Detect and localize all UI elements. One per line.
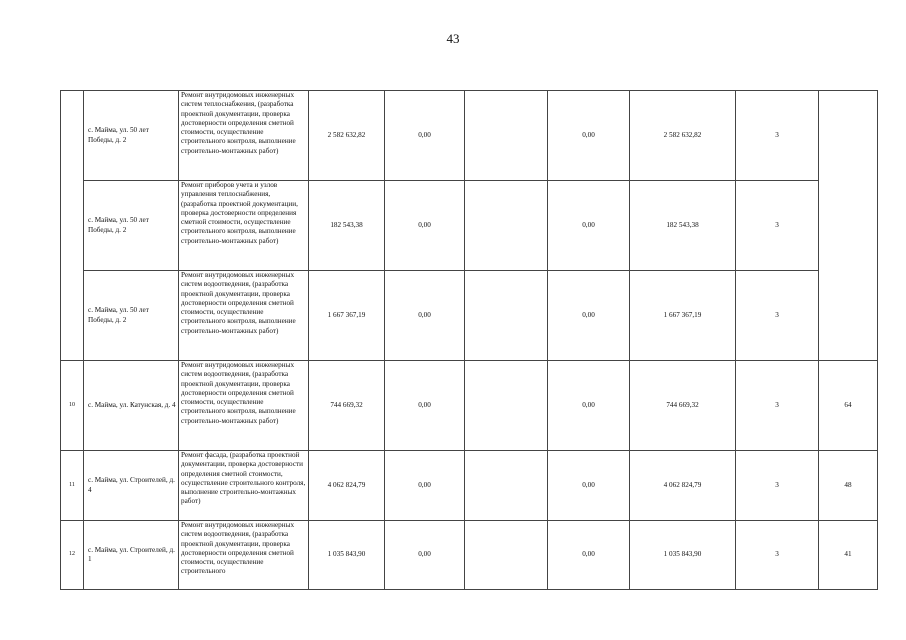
budget-cell: 0,00 xyxy=(548,91,630,181)
page-number: 43 xyxy=(446,31,460,46)
total-cost-cell: 4 062 824,79 xyxy=(309,451,385,521)
fund-cell: 0,00 xyxy=(385,361,465,451)
row-number: 11 xyxy=(61,451,84,521)
fund-cell: 0,00 xyxy=(385,91,465,181)
table-row xyxy=(61,361,878,451)
work-type-text: Ремонт внутридомовых инженерных систем теплоснабжения, (разработка проектной документации, проверка достоверности определения сметной стоимости, осуществление строительного контроля, выполнение строительно-монтажных работ) xyxy=(181,91,296,155)
work-type-text: Ремонт внутридомовых инженерных систем водоотведения, (разработка проектной документации, проверка достоверности определения сметной стоимости, осуществление строительного контроля, выполнение строительно-монтажных работ) xyxy=(181,271,296,335)
work-type-text: Ремонт приборов учета и узлов управления теплоснабжения, (разработка проектной документации, проверка достоверности определения сметной стоимости, осуществление строительного контроля, выполнение строительно-монтажных работ) xyxy=(181,181,298,245)
term-cell: 3 xyxy=(736,91,819,181)
row-number xyxy=(61,91,84,361)
last-column-cell xyxy=(819,91,878,361)
owners-cost-cell: 744 669,32 xyxy=(630,361,736,451)
address-cell: с. Майма, ул. 50 лет Победы, д. 2 xyxy=(84,91,179,181)
total-cost-cell: 2 582 632,82 xyxy=(309,91,385,181)
total-cost-cell: 744 669,32 xyxy=(309,361,385,451)
work-type-cell xyxy=(179,451,309,521)
work-type-text: Ремонт внутридомовых инженерных систем водоотведения, (разработка проектной документации, проверка достоверности определения сметной стоимости, осуществление строительного контроля, выполнение строительно-монтажных работ) xyxy=(181,361,296,425)
address-cell: с. Майма, ул. 50 лет Победы, д. 2 xyxy=(84,181,179,271)
empty-cell xyxy=(465,181,548,271)
empty-cell xyxy=(465,451,548,521)
row-number: 12 xyxy=(61,521,84,590)
total-cost-cell: 1 035 843,90 xyxy=(309,521,385,590)
table-row xyxy=(61,181,878,271)
empty-cell xyxy=(465,271,548,361)
term-cell: 3 xyxy=(736,521,819,590)
table-row xyxy=(61,91,878,181)
budget-cell: 0,00 xyxy=(548,451,630,521)
address-cell: с. Майма, ул. Строителей, д. 1 xyxy=(84,521,179,590)
owners-cost-cell: 2 582 632,82 xyxy=(630,91,736,181)
fund-cell: 0,00 xyxy=(385,521,465,590)
work-type-cell xyxy=(179,521,309,590)
address-cell: с. Майма, ул. Строителей, д. 4 xyxy=(84,451,179,521)
work-type-text: Ремонт внутридомовых инженерных систем водоотведения, (разработка проектной документации, проверка достоверности определения сметной стоимости, осуществление строительного xyxy=(181,521,295,576)
fund-cell: 0,00 xyxy=(385,451,465,521)
empty-cell xyxy=(465,361,548,451)
address-cell: с. Майма, ул. 50 лет Победы, д. 2 xyxy=(84,271,179,361)
owners-cost-cell: 4 062 824,79 xyxy=(630,451,736,521)
owners-cost-cell: 1 035 843,90 xyxy=(630,521,736,590)
last-column-cell: 64 xyxy=(819,361,878,451)
table-row xyxy=(61,521,878,590)
work-type-text: Ремонт фасада, (разработка проектной документации, проверка достоверности определения сметной стоимости, осуществление строительного контроля, выполнение строительно-монтажных работ) xyxy=(181,451,306,506)
row-number: 10 xyxy=(61,361,84,451)
fund-cell: 0,00 xyxy=(385,181,465,271)
address-cell: с. Майма, ул. Катунская, д. 4 xyxy=(84,361,179,451)
work-type-cell xyxy=(179,361,309,451)
term-cell: 3 xyxy=(736,271,819,361)
total-cost-cell: 182 543,38 xyxy=(309,181,385,271)
last-column-cell: 48 xyxy=(819,451,878,521)
capital-repair-table xyxy=(60,90,878,590)
table-row xyxy=(61,451,878,521)
budget-cell: 0,00 xyxy=(548,521,630,590)
total-cost-cell: 1 667 367,19 xyxy=(309,271,385,361)
work-type-cell xyxy=(179,91,309,181)
owners-cost-cell: 182 543,38 xyxy=(630,181,736,271)
term-cell: 3 xyxy=(736,451,819,521)
budget-cell: 0,00 xyxy=(548,181,630,271)
last-column-cell: 41 xyxy=(819,521,878,590)
budget-cell: 0,00 xyxy=(548,271,630,361)
table-row xyxy=(61,271,878,361)
work-type-cell xyxy=(179,181,309,271)
owners-cost-cell: 1 667 367,19 xyxy=(630,271,736,361)
budget-cell: 0,00 xyxy=(548,361,630,451)
term-cell: 3 xyxy=(736,181,819,271)
fund-cell: 0,00 xyxy=(385,271,465,361)
empty-cell xyxy=(465,91,548,181)
term-cell: 3 xyxy=(736,361,819,451)
work-type-cell xyxy=(179,271,309,361)
empty-cell xyxy=(465,521,548,590)
